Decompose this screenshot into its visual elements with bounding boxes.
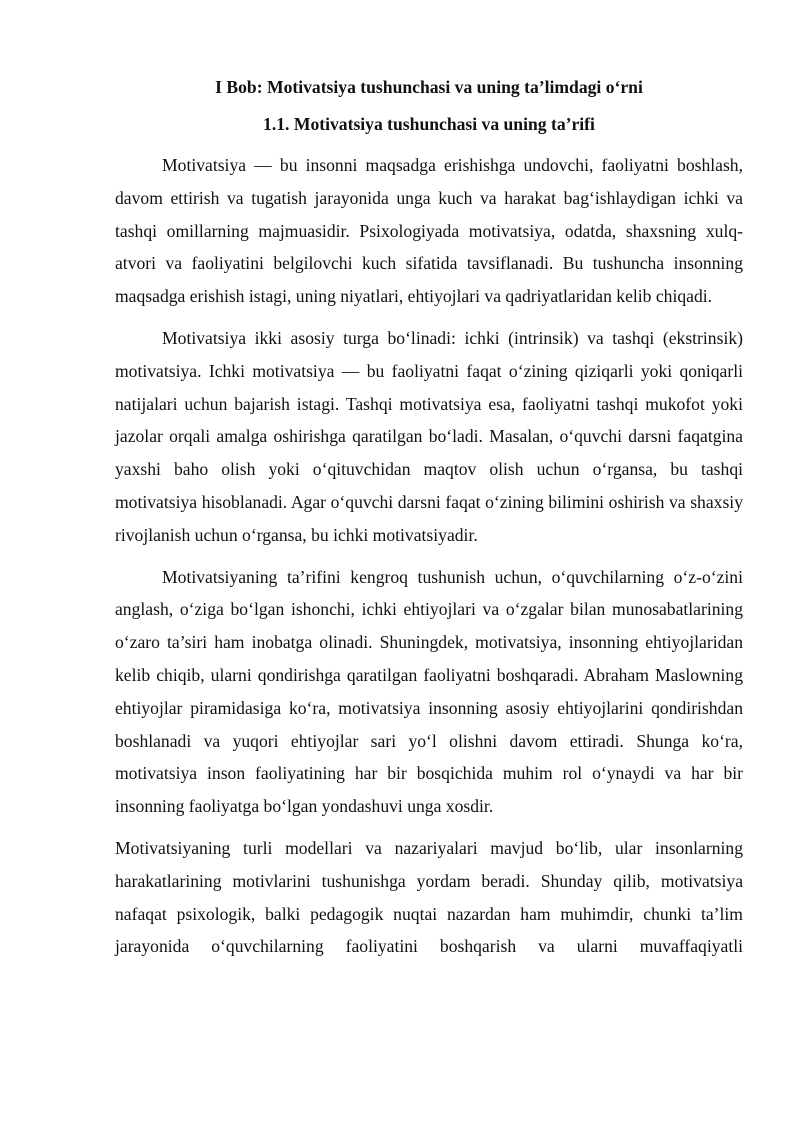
section-title: 1.1. Motivatsiya tushunchasi va uning ta’rifi: [263, 114, 595, 134]
chapter-title: I Bob: Motivatsiya tushunchasi va uning ta’limdagi o‘rni: [215, 77, 643, 97]
paragraph-3: Motivatsiyaning ta’rifini kengroq tushunish uchun, o‘quvchilarning o‘z-o‘zini anglash, o‘ziga bo‘lgan ishonchi, ichki ehtiyojlari va o‘zgalar bilan munosabatlarining o‘zaro ta’siri ham inobatga olinadi. Shuningdek, motivatsiya, insonning ehtiyojlaridan kelib chiqib, ularni qondirishga qaratilgan faoliyatni boshqaradi. Abraham Maslowning ehtiyojlar piramidasiga ko‘ra, motivatsiya insonning asosiy ehtiyojlarini qondirishdan boshlanadi va yuqori ehtiyojlar sari yo‘l olishni davom ettiradi. Shunga ko‘ra, motivatsiya inson faoliyatining har bir bosqichida muhim rol o‘ynaydi va har bir insonning faoliyatga bo‘lgan yondashuvi unga xosdir.: [115, 566, 743, 817]
document-body: [115, 73, 743, 963]
paragraph-2: Motivatsiya ikki asosiy turga bo‘linadi: ichki (intrinsik) va tashqi (ekstrinsik) motivatsiya. Ichki motivatsiya — bu faoliyatni faqat o‘zining qiziqarli yoki qoniqarli natijalari uchun bajarish istagi. Tashqi motivatsiya esa, faoliyatni tashqi mukofot yoki jazolar orqali amalga oshirishga qaratilgan bo‘ladi. Masalan, o‘quvchi darsni faqatgina yaxshi baho olish yoki o‘qituvchidan maqtov olish uchun o‘rgansa, bu tashqi motivatsiya hisoblanadi. Agar o‘quvchi darsni faqat o‘zining bilimini oshirish va shaxsiy rivojlanish uchun o‘rgansa, bu ichki motivatsiyadir.: [115, 327, 743, 545]
paragraph-1: Motivatsiya — bu insonni maqsadga erishishga undovchi, faoliyatni boshlash, davom ettirish va tugatish jarayonida unga kuch va harakat bag‘ishlaydigan ichki va tashqi omillarning majmuasidir. Psixologiyada motivatsiya, odatda, shaxsning xulq-atvori va faoliyatini belgilovchi kuch sifatida tavsiflanadi. Bu tushuncha insonning maqsadga erishish istagi, uning niyatlari, ehtiyojlari va qadriyatlaridan kelib chiqadi.: [115, 155, 743, 307]
paragraph-4: Motivatsiyaning turli modellari va nazariyalari mavjud bo‘lib, ular insonlarning harakatlarining motivlarini tushunishga yordam beradi. Shunday qilib, motivatsiya nafaqat psixologik, balki pedagogik nuqtai nazardan ham muhimdir, chunki ta’lim jarayonida o‘quvchilarning faoliyatini boshqarish va ularni muvaffaqiyatli: [115, 837, 743, 957]
